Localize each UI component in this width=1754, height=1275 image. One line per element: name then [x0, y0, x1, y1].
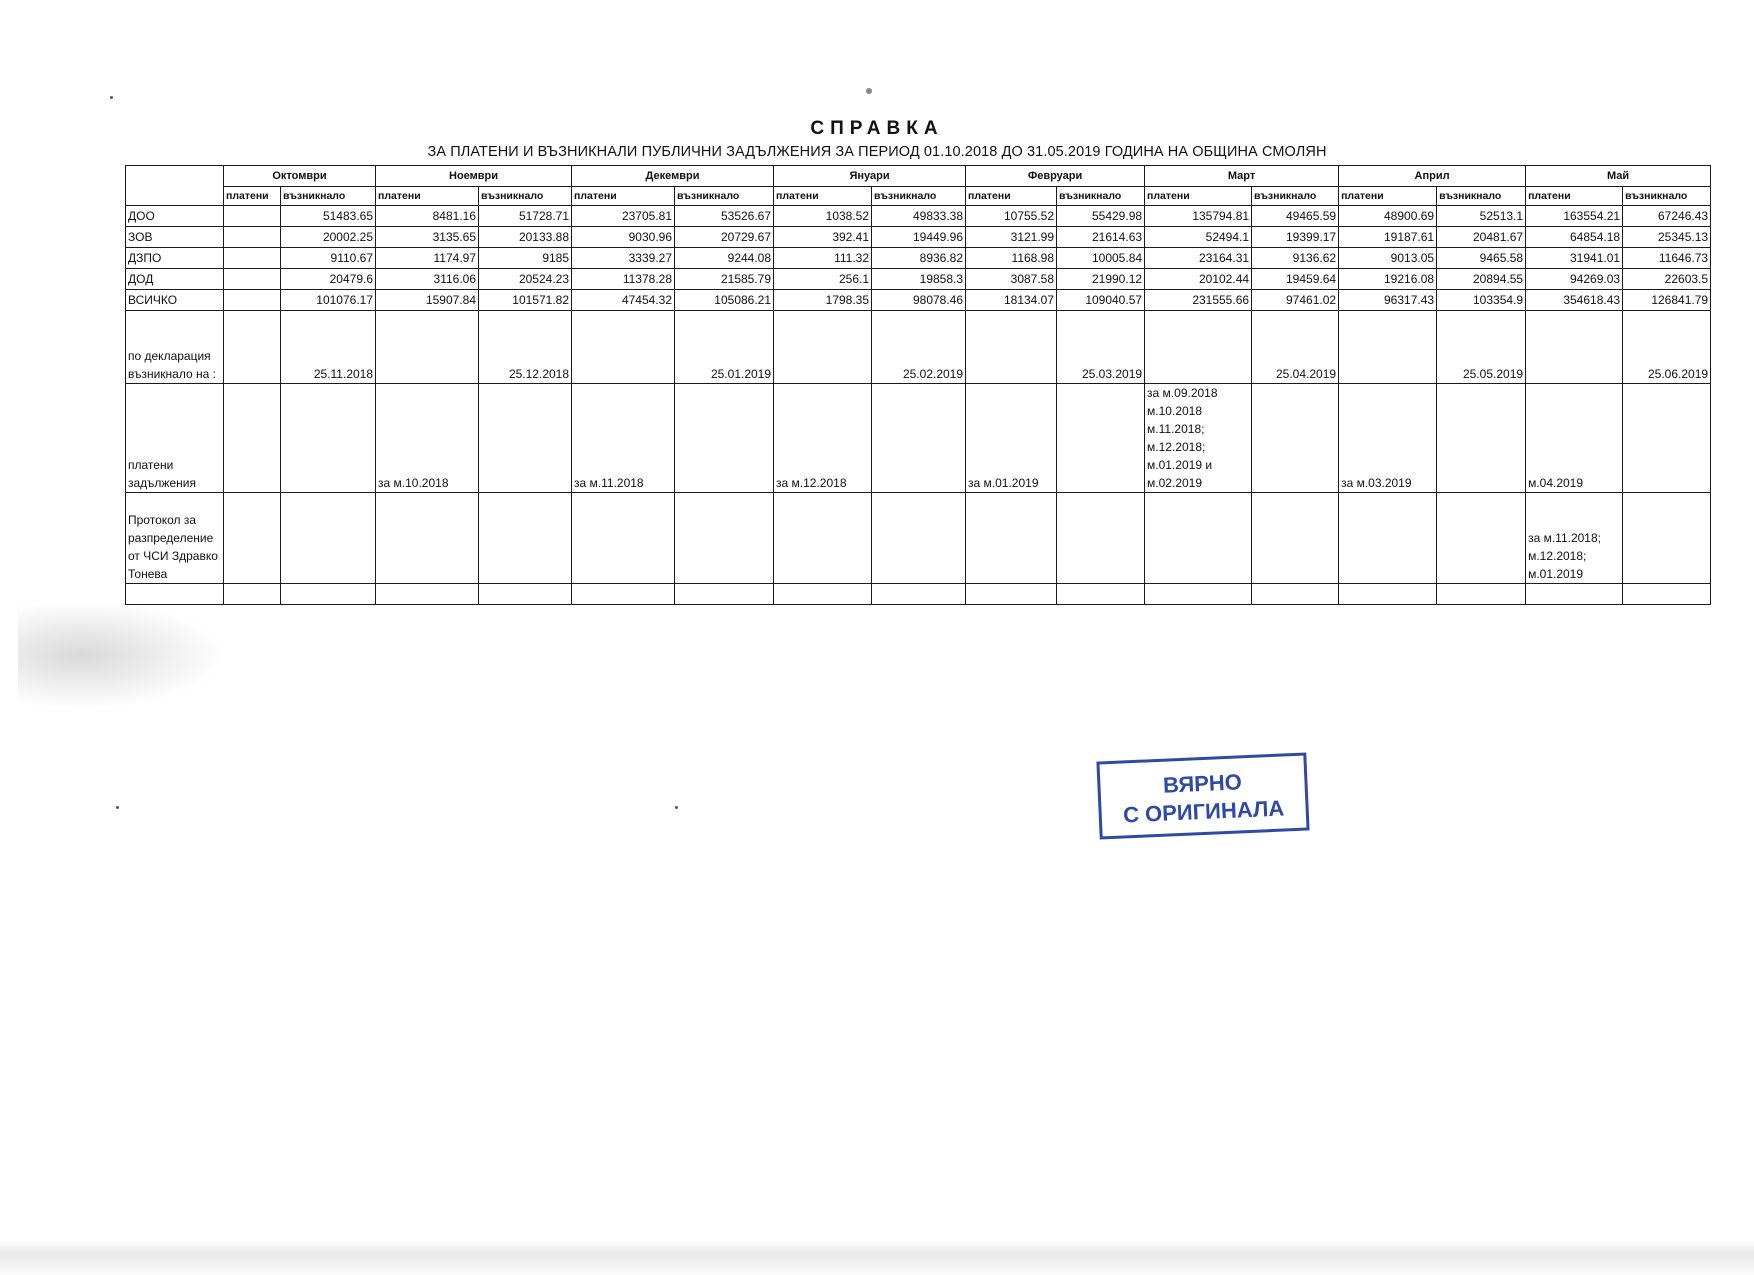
table-cell: 19858.3: [872, 269, 966, 290]
sub-header: платени: [572, 187, 675, 206]
table-cell: 3339.27: [572, 248, 675, 269]
table-cell: [872, 493, 966, 584]
table-cell: [1057, 384, 1145, 493]
table-cell: 25.01.2019: [675, 311, 774, 384]
scan-shadow: [18, 600, 228, 710]
table-cell: 51728.71: [479, 206, 572, 227]
scan-speck: [110, 96, 113, 99]
table-cell: 19187.61: [1339, 227, 1437, 248]
table-cell: [966, 493, 1057, 584]
table-cell: 10005.84: [1057, 248, 1145, 269]
table-cell: [572, 311, 675, 384]
table-cell: 23164.31: [1145, 248, 1252, 269]
table-cell: [1623, 493, 1711, 584]
table-cell: [224, 290, 281, 311]
table-cell: 52513.1: [1437, 206, 1526, 227]
sub-header: възникнало: [1057, 187, 1145, 206]
table-cell: [1437, 384, 1526, 493]
table-cell: [675, 384, 774, 493]
table-cell: 25.02.2019: [872, 311, 966, 384]
table-cell: 48900.69: [1339, 206, 1437, 227]
sub-header: платени: [376, 187, 479, 206]
table-cell: 21585.79: [675, 269, 774, 290]
table-cell: 19399.17: [1252, 227, 1339, 248]
table-cell: 31941.01: [1526, 248, 1623, 269]
table-cell: 8936.82: [872, 248, 966, 269]
table-cell: за м.01.2019: [966, 384, 1057, 493]
table-cell: 11378.28: [572, 269, 675, 290]
document-title: СПРАВКА: [810, 118, 944, 139]
sub-header: платени: [1339, 187, 1437, 206]
table-cell: 231555.66: [1145, 290, 1252, 311]
row-label: платени задължения: [126, 384, 224, 493]
table-cell: [1057, 493, 1145, 584]
table-cell: [224, 206, 281, 227]
sub-header: възникнало: [872, 187, 966, 206]
table-cell: 55429.98: [1057, 206, 1145, 227]
table-cell: [281, 493, 376, 584]
table-cell: [872, 384, 966, 493]
row-label: по декларация възникнало на :: [126, 311, 224, 384]
table-cell: 135794.81: [1145, 206, 1252, 227]
table-cell: 9244.08: [675, 248, 774, 269]
table-cell: за м.03.2019: [1339, 384, 1437, 493]
table-cell: 9465.58: [1437, 248, 1526, 269]
table-cell: [1437, 493, 1526, 584]
table-cell: [479, 384, 572, 493]
row-label: ДОД: [126, 269, 224, 290]
table-cell: 96317.43: [1339, 290, 1437, 311]
empty-cell: [281, 584, 376, 605]
table-cell: 109040.57: [1057, 290, 1145, 311]
table-cell: 25.11.2018: [281, 311, 376, 384]
table-cell: 20481.67: [1437, 227, 1526, 248]
table-cell: 392.41: [774, 227, 872, 248]
month-header: Януари: [774, 166, 966, 187]
scan-speck: [675, 806, 678, 809]
table-cell: 3135.65: [376, 227, 479, 248]
table-cell: [1252, 493, 1339, 584]
table-row: [126, 269, 1711, 290]
stamp-line-2: С ОРИГИНАЛА: [1122, 795, 1285, 828]
table-cell: 105086.21: [675, 290, 774, 311]
table-cell: 98078.46: [872, 290, 966, 311]
table-cell: 126841.79: [1623, 290, 1711, 311]
table-cell: 19459.64: [1252, 269, 1339, 290]
empty-cell: [966, 584, 1057, 605]
sub-header: възникнало: [479, 187, 572, 206]
document-subtitle: ЗА ПЛАТЕНИ И ВЪЗНИКНАЛИ ПУБЛИЧНИ ЗАДЪЛЖЕНИЯ ЗА ПЕРИОД 01.10.2018 ДО 31.05.2019 ГОДИНА НА ОБЩИНА СМОЛЯН: [427, 144, 1327, 160]
sub-header: платени: [966, 187, 1057, 206]
table-cell: [1145, 311, 1252, 384]
month-header: Ноември: [376, 166, 572, 187]
table-cell: 25.06.2019: [1623, 311, 1711, 384]
table-row: [126, 248, 1711, 269]
table-cell: 64854.18: [1526, 227, 1623, 248]
table-cell: 25345.13: [1623, 227, 1711, 248]
scan-speck: [116, 806, 119, 809]
table-cell: 9136.62: [1252, 248, 1339, 269]
month-header: Октомври: [224, 166, 376, 187]
empty-cell: [126, 584, 224, 605]
table-cell: 1798.35: [774, 290, 872, 311]
table-row: [126, 290, 1711, 311]
table-cell: 21614.63: [1057, 227, 1145, 248]
table-cell: 21990.12: [1057, 269, 1145, 290]
table-cell: 101571.82: [479, 290, 572, 311]
table-cell: 9185: [479, 248, 572, 269]
table-cell: [224, 384, 281, 493]
table-cell: [224, 248, 281, 269]
table-cell: 101076.17: [281, 290, 376, 311]
table-cell: 354618.43: [1526, 290, 1623, 311]
table-cell: 3087.58: [966, 269, 1057, 290]
table-cell: 11646.73: [1623, 248, 1711, 269]
table-cell: 19216.08: [1339, 269, 1437, 290]
table-cell: 8481.16: [376, 206, 479, 227]
empty-cell: [572, 584, 675, 605]
sub-header: платени: [224, 187, 281, 206]
empty-cell: [1252, 584, 1339, 605]
table-cell: [774, 311, 872, 384]
stamp-line-1: ВЯРНО: [1162, 769, 1243, 798]
declaration-row: [126, 311, 1711, 384]
month-header-row: [126, 166, 1711, 187]
table-cell: [376, 311, 479, 384]
table-cell: [224, 493, 281, 584]
table-cell: 67246.43: [1623, 206, 1711, 227]
table-cell: [572, 493, 675, 584]
empty-cell: [1437, 584, 1526, 605]
month-header: Февруари: [966, 166, 1145, 187]
table-cell: 163554.21: [1526, 206, 1623, 227]
sub-header-row: [126, 187, 1711, 206]
row-label: ЗОВ: [126, 227, 224, 248]
table-cell: [1339, 493, 1437, 584]
table-cell: 20102.44: [1145, 269, 1252, 290]
table-cell: за м.12.2018: [774, 384, 872, 493]
table-cell: [1145, 493, 1252, 584]
table-cell: 94269.03: [1526, 269, 1623, 290]
table-row: [126, 206, 1711, 227]
empty-row: [126, 584, 1711, 605]
table-cell: [966, 311, 1057, 384]
table-cell: 20729.67: [675, 227, 774, 248]
table-cell: [376, 493, 479, 584]
empty-cell: [376, 584, 479, 605]
table-cell: 19449.96: [872, 227, 966, 248]
table-cell: 22603.5: [1623, 269, 1711, 290]
empty-cell: [1623, 584, 1711, 605]
table-cell: 1174.97: [376, 248, 479, 269]
certified-copy-stamp: [1096, 752, 1309, 839]
table-cell: м.04.2019: [1526, 384, 1623, 493]
table-cell: [1623, 384, 1711, 493]
table-cell: 3116.06: [376, 269, 479, 290]
paid-row: [126, 384, 1711, 493]
sub-header: възникнало: [1437, 187, 1526, 206]
scan-speck: [866, 88, 872, 94]
table-cell: 3121.99: [966, 227, 1057, 248]
table-cell: 20133.88: [479, 227, 572, 248]
table-cell: 49465.59: [1252, 206, 1339, 227]
sub-header: възникнало: [281, 187, 376, 206]
row-label: ДОО: [126, 206, 224, 227]
table-cell: [1526, 311, 1623, 384]
month-header: Декември: [572, 166, 774, 187]
table-cell: 20479.6: [281, 269, 376, 290]
month-header: Май: [1526, 166, 1711, 187]
scan-edge-strip: [0, 1240, 1754, 1275]
table-cell: 53526.67: [675, 206, 774, 227]
empty-cell: [1339, 584, 1437, 605]
table-cell: 20002.25: [281, 227, 376, 248]
empty-cell: [675, 584, 774, 605]
sub-header: възникнало: [1252, 187, 1339, 206]
table-cell: [675, 493, 774, 584]
table-cell: 25.05.2019: [1437, 311, 1526, 384]
sub-header: платени: [774, 187, 872, 206]
table-cell: [774, 493, 872, 584]
table-cell: 9110.67: [281, 248, 376, 269]
protocol-row: [126, 493, 1711, 584]
sub-header: платени: [1145, 187, 1252, 206]
table-cell: 52494.1: [1145, 227, 1252, 248]
row-label: Протокол за разпределение от ЧСИ Здравко Тонева: [126, 493, 224, 584]
table-cell: 9030.96: [572, 227, 675, 248]
row-label: ДЗПО: [126, 248, 224, 269]
table-cell: 10755.52: [966, 206, 1057, 227]
table-cell: [1252, 384, 1339, 493]
table-cell: [479, 493, 572, 584]
table-cell: 15907.84: [376, 290, 479, 311]
table-cell: 47454.32: [572, 290, 675, 311]
empty-cell: [774, 584, 872, 605]
empty-cell: [1145, 584, 1252, 605]
empty-cell: [1526, 584, 1623, 605]
table-cell: за м.11.2018; м.12.2018; м.01.2019: [1526, 493, 1623, 584]
table-cell: 20524.23: [479, 269, 572, 290]
row-label: ВСИЧКО: [126, 290, 224, 311]
table-cell: [224, 311, 281, 384]
table-cell: 103354.9: [1437, 290, 1526, 311]
table-cell: 49833.38: [872, 206, 966, 227]
empty-cell: [1057, 584, 1145, 605]
table-cell: 25.12.2018: [479, 311, 572, 384]
obligations-table: [125, 165, 1711, 605]
month-header: Април: [1339, 166, 1526, 187]
table-cell: [281, 384, 376, 493]
empty-cell: [224, 584, 281, 605]
table-cell: [1339, 311, 1437, 384]
table-cell: 20894.55: [1437, 269, 1526, 290]
table-cell: 18134.07: [966, 290, 1057, 311]
table-cell: [224, 227, 281, 248]
empty-cell: [872, 584, 966, 605]
table-cell: 9013.05: [1339, 248, 1437, 269]
table-cell: 23705.81: [572, 206, 675, 227]
table-cell: 1038.52: [774, 206, 872, 227]
table-cell: 51483.65: [281, 206, 376, 227]
table-cell: 25.04.2019: [1252, 311, 1339, 384]
month-header: Март: [1145, 166, 1339, 187]
table-cell: за м.09.2018 м.10.2018 м.11.2018; м.12.2018; м.01.2019 и м.02.2019: [1145, 384, 1252, 493]
corner-cell: [126, 166, 224, 206]
sub-header: платени: [1526, 187, 1623, 206]
table-cell: 97461.02: [1252, 290, 1339, 311]
table-cell: 256.1: [774, 269, 872, 290]
table-cell: за м.10.2018: [376, 384, 479, 493]
sub-header: възникнало: [675, 187, 774, 206]
table-cell: [224, 269, 281, 290]
table-cell: 25.03.2019: [1057, 311, 1145, 384]
table-cell: 1168.98: [966, 248, 1057, 269]
table-cell: 111.32: [774, 248, 872, 269]
table-row: [126, 227, 1711, 248]
table-cell: за м.11.2018: [572, 384, 675, 493]
empty-cell: [479, 584, 572, 605]
sub-header: възникнало: [1623, 187, 1711, 206]
